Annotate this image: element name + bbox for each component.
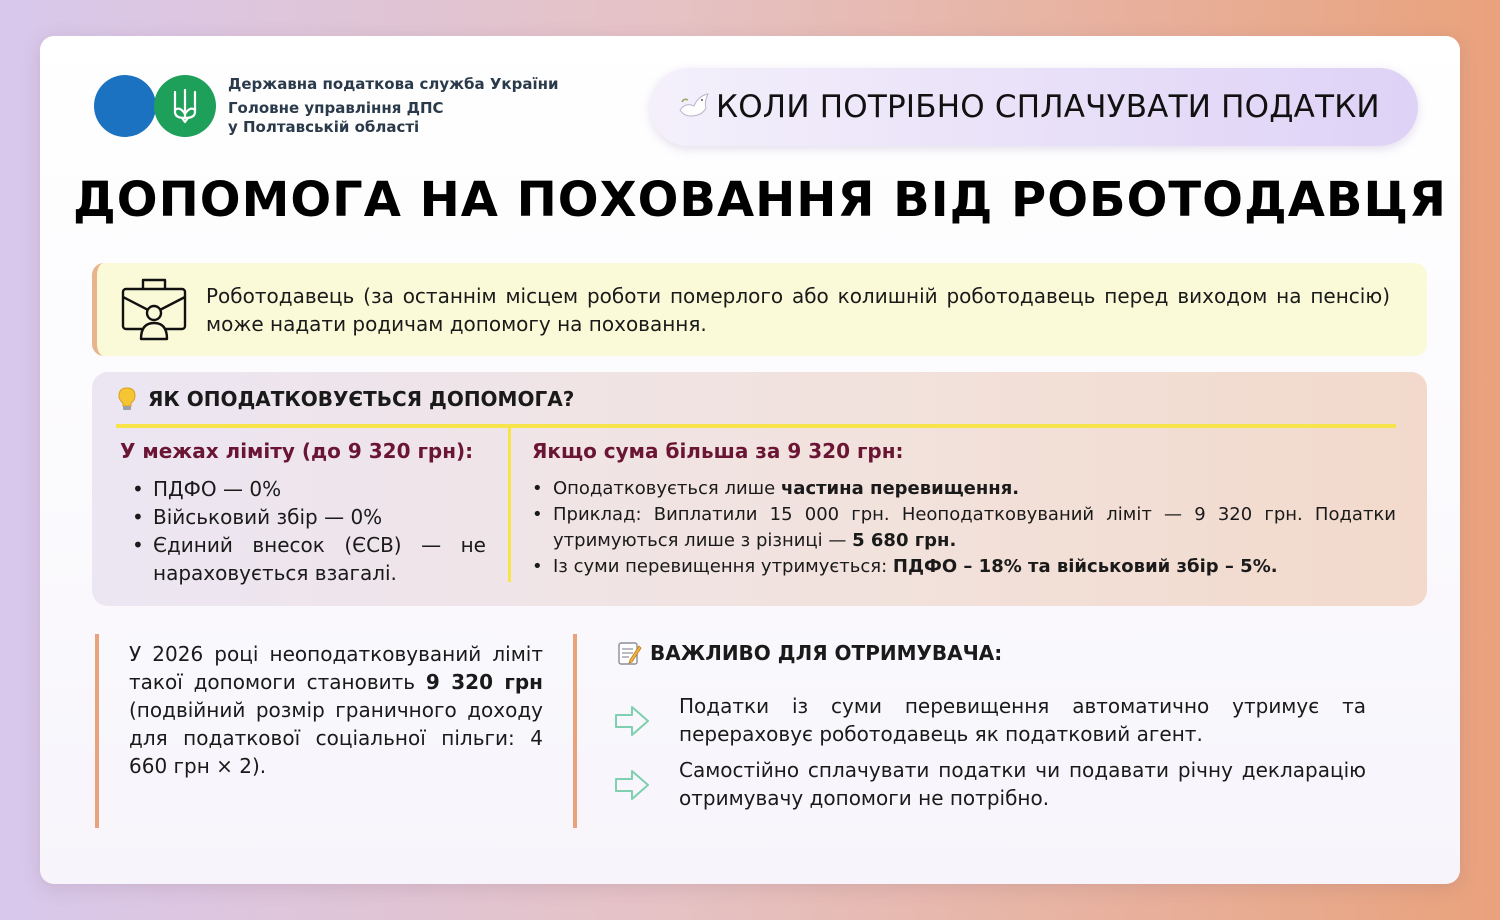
list-item: • Оподатковується лише частина перевищення. xyxy=(520,476,1396,502)
intro-text: Роботодавець (за останнім місцем роботи померлого або колишній роботодавець перед виходом на пенсію) може надати родичам допомогу на поховання. xyxy=(206,284,1390,336)
arrow-right-icon xyxy=(614,768,650,802)
taxation-heading-text: ЯК ОПОДАТКОВУЄТЬСЯ ДОПОМОГА? xyxy=(148,387,575,411)
trident-icon xyxy=(172,88,198,124)
over-limit-heading: Якщо сума більша за 9 320 грн: xyxy=(532,439,904,463)
limit-note: У 2026 році неоподатковуваний ліміт такої допомоги становить 9 320 грн (подвійний розмір граничного доходу для податкової соціальної пільги: 4 660 грн × 2). xyxy=(129,642,543,778)
page-title: ДОПОМОГА НА ПОХОВАННЯ ВІД РОБОТОДАВЦЯ xyxy=(73,172,1447,228)
org-line-3: у Полтавській області xyxy=(228,118,420,136)
important-heading-text: ВАЖЛИВО ДЛЯ ОТРИМУВАЧА: xyxy=(650,641,1003,665)
taxation-section xyxy=(92,372,1427,606)
dps-logo-icon xyxy=(94,75,156,137)
column-divider xyxy=(508,428,511,582)
important-item: Податки із суми перевищення автоматично утримує та перераховує роботодавець як податковий агент. xyxy=(679,694,1366,746)
org-line-1: Державна податкова служба України xyxy=(228,75,559,93)
arrow-right-icon xyxy=(614,704,650,738)
lightbulb-icon xyxy=(116,386,138,412)
heading-divider xyxy=(116,424,1396,428)
taxation-heading xyxy=(116,386,574,412)
within-limit-heading: У межах ліміту (до 9 320 грн): xyxy=(120,439,474,463)
list-item: • Із суми перевищення утримується: ПДФО – 18% та військовий збір – 5%. xyxy=(520,554,1396,580)
over-limit-list xyxy=(520,476,1396,580)
list-item: • Єдиний внесок (ЄСВ) — не нараховується взагалі. xyxy=(120,531,486,587)
limit-note-border-left xyxy=(95,634,99,828)
important-item: Самостійно сплачувати податки чи подавати річну декларацію отримувачу допомоги не потрібно. xyxy=(679,758,1366,810)
limit-note-border-right xyxy=(573,634,577,828)
topic-title: КОЛИ ПОТРІБНО СПЛАЧУВАТИ ПОДАТКИ xyxy=(716,89,1380,125)
topic-banner xyxy=(650,68,1418,146)
list-item: • Приклад: Виплатили 15 000 грн. Неоподатковуваний ліміт — 9 320 грн. Податки утримуються лише з різниці — 5 680 грн. xyxy=(520,502,1396,554)
organization-name xyxy=(228,73,558,137)
dove-icon xyxy=(676,92,712,122)
org-line-2: Головне управління ДПС xyxy=(228,99,444,117)
list-item: • Військовий збір — 0% xyxy=(120,503,486,531)
important-heading xyxy=(616,640,1002,666)
within-limit-list xyxy=(120,475,486,587)
memo-icon xyxy=(616,640,642,666)
intro-block xyxy=(92,263,1427,356)
list-item: • ПДФО — 0% xyxy=(120,475,486,503)
briefcase-person-icon xyxy=(119,275,189,341)
